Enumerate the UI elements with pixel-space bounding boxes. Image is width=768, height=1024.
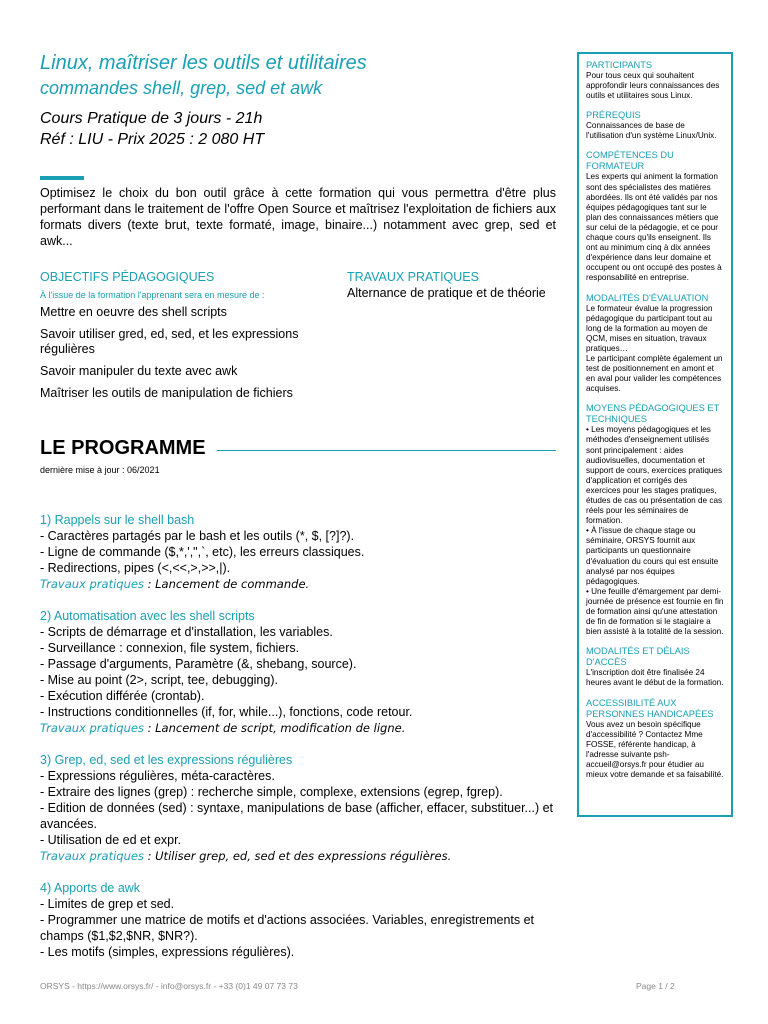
- section-title: 4) Apports de awk: [40, 881, 141, 895]
- sidebar-text: Pour tous ceux qui souhaitent approfondir leurs connaissances des outils et utilitaires sous Linux.: [586, 71, 720, 101]
- program-section: [40, 880, 556, 960]
- practical-work-text: Alternance de pratique et de théorie: [347, 286, 546, 300]
- section-practical: [40, 720, 556, 736]
- program-update-date: dernière mise à jour : 06/2021: [40, 465, 160, 475]
- course-title: Linux, maîtriser les outils et utilitaires: [40, 52, 367, 74]
- objective-item: Maîtriser les outils de manipulation de fichiers: [40, 386, 293, 400]
- section-line: - Caractères partagés par le bash et les outils (*, $, [?]?).: [40, 529, 355, 543]
- section-line: - Expressions régulières, méta-caractères.: [40, 769, 275, 783]
- objectives-list: [40, 305, 330, 408]
- section-line: - Limites de grep et sed.: [40, 897, 175, 911]
- section-line: - Redirections, pipes (<,<<,>,>>,|).: [40, 561, 231, 575]
- section-title: 2) Automatisation avec les shell scripts: [40, 609, 255, 623]
- program-title-rule: [217, 450, 556, 451]
- practical-text: : Lancement de commande.: [143, 577, 310, 591]
- course-duration: Cours Pratique de 3 jours - 21h: [40, 110, 263, 127]
- sidebar-trainer-skills: [586, 150, 724, 283]
- practical-label: Travaux pratiques: [40, 577, 144, 591]
- sidebar-text: Le formateur évalue la progression pédagogique du participant tout au long de la formation au moyen de QCM, mises en situation, travaux pratiques… Le participant complète également un test de positionnement en amont et en aval pour valider les compétences acquises.: [586, 303, 723, 394]
- sidebar-heading: COMPÉTENCES DU FORMATEUR: [586, 150, 674, 172]
- objectives-heading: OBJECTIFS PÉDAGOGIQUES: [40, 270, 215, 284]
- program-title: LE PROGRAMME: [40, 437, 206, 459]
- course-info: [40, 108, 264, 150]
- program-content: [40, 512, 556, 976]
- section-line: - Exécution différée (crontab).: [40, 689, 205, 703]
- section-line: - Passage d'arguments, Paramètre (&, shebang, source).: [40, 657, 357, 671]
- section-title: 3) Grep, ed, sed et les expressions régulières: [40, 753, 293, 767]
- section-line: - Mise au point (2>, script, tee, debugging).: [40, 673, 278, 687]
- sidebar-heading: PRÉREQUIS: [586, 110, 641, 121]
- sidebar-evaluation: [586, 293, 724, 395]
- intro-paragraph: Optimisez le choix du bon outil grâce à cette formation qui vous permettra d'être plus performant dans le traitement de l'offre Open Source et maîtrisez l'exploitation de fichiers aux formats divers (texte brut, texte formaté, image, binaire...) notamment avec grep, sed et awk...: [40, 186, 556, 248]
- practical-work-heading: TRAVAUX PRATIQUES: [347, 270, 479, 284]
- course-reference-price: Réf : LIU - Prix 2025 : 2 080 HT: [40, 131, 265, 148]
- section-line: - Les motifs (simples, expressions régulières).: [40, 945, 295, 959]
- sidebar-text: L'inscription doit être finalisée 24 heures avant le début de la formation.: [586, 668, 724, 688]
- sidebar-teaching-means: [586, 403, 724, 637]
- practical-text: : Lancement de script, modification de ligne.: [143, 721, 406, 735]
- section-line: - Utilisation de ed et expr.: [40, 833, 182, 847]
- sidebar-heading: ACCESSIBILITÉ AUX PERSONNES HANDICAPÉES: [586, 697, 714, 719]
- section-line: - Edition de données (sed) : syntaxe, manipulations de base (afficher, effacer, substituer...) et avancées.: [40, 801, 554, 831]
- sidebar-heading: MODALITÉS D'ÉVALUATION: [586, 292, 709, 303]
- section-title: 1) Rappels sur le shell bash: [40, 513, 195, 527]
- sidebar-text: • Les moyens pédagogiques et les méthodes d'enseignement utilisés sont principalement : aides audiovisuelles, documentation et support de cours, exercices pratiques d'application et corrigés des exercices pour les stages pratiques, études de cas ou présentation de cas réels pour les séminaires de formation. • À l'issue de chaque stage ou séminaire, ORSYS fournit aux participants un questionnaire d'évaluation du cours qui est ensuite analysé par nos équipes pédagogiques. • Une feuille d'émargement par demi-journée de présence est fournie en fin de formation ainsi qu'une attestation de fin de formation si le stagiaire a bien assisté à la totalité de la session.: [586, 425, 724, 637]
- sidebar-heading: PARTICIPANTS: [586, 60, 653, 70]
- program-section: [40, 752, 556, 864]
- sidebar-prerequisites: [586, 110, 724, 141]
- objectives-subheading: À l'issue de la formation l'apprenant sera en mesure de :: [40, 290, 265, 300]
- section-line: - Surveillance : connexion, file system, fichiers.: [40, 641, 300, 655]
- info-sidebar: [577, 52, 733, 817]
- sidebar-text: Connaissances de base de l'utilisation d'un système Linux/Unix.: [586, 121, 717, 141]
- section-practical: [40, 576, 556, 592]
- sidebar-text: Les experts qui animent la formation sont des spécialistes des matières abordées. Ils ont été validés par nos équipes pédagogiques tant sur le plan des connaissances métiers que sur celui de la pédagogie, et ce pour chaque cours qu'ils enseignent. Ils ont au minimum cinq à dix années d'expérience dans leur domaine et occupent ou ont occupé des postes à responsabilité en entreprise.: [586, 172, 722, 283]
- practical-label: Travaux pratiques: [40, 849, 144, 863]
- sidebar-access: [586, 646, 724, 688]
- section-line: - Scripts de démarrage et d'installation, les variables.: [40, 625, 333, 639]
- program-section: [40, 608, 556, 736]
- sidebar-text: Vous avez un besoin spécifique d'accessibilité ? Contactez Mme FOSSE, référente handicap, à l'adresse suivante psh-accueil@orsys.fr pour étudier au mieux votre demande et sa faisabilité.: [586, 719, 724, 779]
- practical-text: : Utiliser grep, ed, sed et des expressions régulières.: [143, 849, 452, 863]
- objective-item: Savoir utiliser gred, ed, sed, et les expressions régulières: [40, 327, 299, 356]
- section-line: - Instructions conditionnelles (if, for, while...), fonctions, code retour.: [40, 705, 413, 719]
- objective-item: Mettre en oeuvre des shell scripts: [40, 305, 227, 319]
- sidebar-accessibility: [586, 698, 724, 781]
- sidebar-heading: MODALITÉS ET DÉLAIS D'ACCÈS: [586, 646, 690, 668]
- practical-label: Travaux pratiques: [40, 721, 144, 735]
- section-line: - Programmer une matrice de motifs et d'actions associées. Variables, enregistrements et champs ($1,$2,$NR, $NR?).: [40, 913, 535, 943]
- objective-item: Savoir manipuler du texte avec awk: [40, 364, 238, 378]
- section-practical: [40, 848, 556, 864]
- program-section: [40, 512, 556, 592]
- section-line: - Extraire des lignes (grep) : recherche simple, complexe, extensions (egrep, fgrep).: [40, 785, 503, 799]
- footer-contact: ORSYS - https://www.orsys.fr/ - info@orsys.fr - +33 (0)1 49 07 73 73: [40, 981, 298, 991]
- sidebar-heading: MOYENS PÉDAGOGIQUES ET TECHNIQUES: [586, 403, 720, 425]
- accent-bar: [40, 176, 84, 180]
- sidebar-participants: [586, 60, 724, 101]
- section-line: - Ligne de commande ($,*,',",`, etc), les erreurs classiques.: [40, 545, 365, 559]
- page-number: Page 1 / 2: [636, 981, 675, 991]
- course-subtitle: commandes shell, grep, sed et awk: [40, 78, 323, 98]
